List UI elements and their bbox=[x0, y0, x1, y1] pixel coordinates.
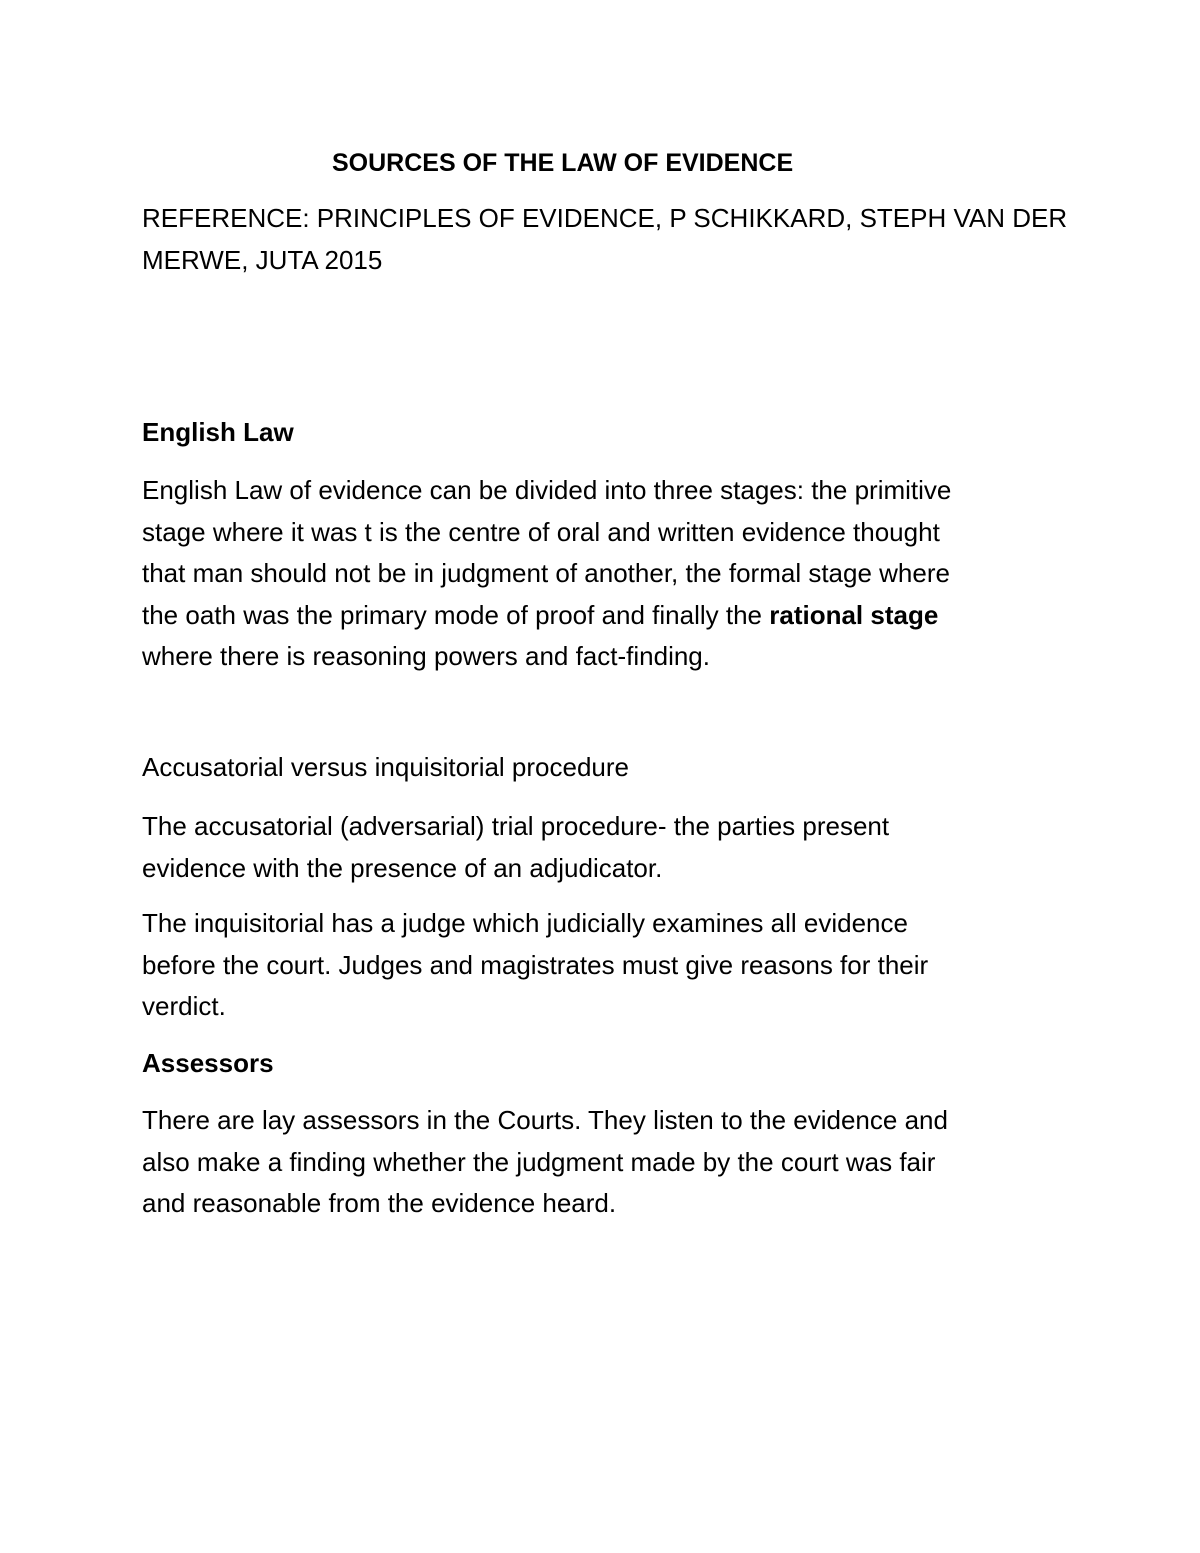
inquisitorial-line-3: verdict. bbox=[142, 991, 226, 1021]
reference-paragraph bbox=[142, 198, 1072, 281]
inquisitorial-paragraph bbox=[142, 903, 1072, 1028]
english-law-paragraph bbox=[142, 470, 1072, 678]
procedure-heading: Accusatorial versus inquisitorial procedure bbox=[142, 752, 630, 782]
accusatorial-line-2: evidence with the presence of an adjudicator. bbox=[142, 852, 663, 883]
document-title: SOURCES OF THE LAW OF EVIDENCE bbox=[332, 149, 794, 177]
assessors-paragraph bbox=[142, 1100, 1072, 1225]
english-law-line-4-text: the oath was the primary mode of proof and finally the bbox=[142, 599, 770, 630]
reference-line-1: REFERENCE: PRINCIPLES OF EVIDENCE, P SCHIKKARD, STEPH VAN DER bbox=[142, 203, 1068, 233]
english-law-heading: English Law bbox=[142, 417, 294, 447]
assessors-line-1: There are lay assessors in the Courts. They listen to the evidence and bbox=[142, 1105, 948, 1135]
inquisitorial-line-1: The inquisitorial has a judge which judicially examines all evidence bbox=[142, 908, 908, 938]
assessors-line-3: and reasonable from the evidence heard. bbox=[142, 1188, 617, 1218]
english-law-line-1: English Law of evidence can be divided into three stages: the primitive bbox=[142, 475, 952, 505]
english-law-line-3: that man should not be in judgment of another, the formal stage where bbox=[142, 558, 950, 588]
inquisitorial-line-2: before the court. Judges and magistrates must give reasons for their bbox=[142, 949, 929, 980]
english-law-line-5: where there is reasoning powers and fact-finding. bbox=[142, 641, 710, 671]
english-law-line-2: stage where it was t is the centre of oral and written evidence thought bbox=[142, 516, 940, 547]
english-law-line-4 bbox=[142, 595, 1072, 637]
accusatorial-line-1: The accusatorial (adversarial) trial procedure- the parties present bbox=[142, 811, 890, 841]
assessors-heading: Assessors bbox=[142, 1048, 274, 1078]
reference-line-2: MERWE, JUTA 2015 bbox=[142, 244, 383, 275]
rational-stage-bold: rational stage bbox=[769, 599, 939, 630]
accusatorial-paragraph bbox=[142, 806, 1072, 889]
assessors-line-2: also make a finding whether the judgment made by the court was fair bbox=[142, 1146, 936, 1177]
